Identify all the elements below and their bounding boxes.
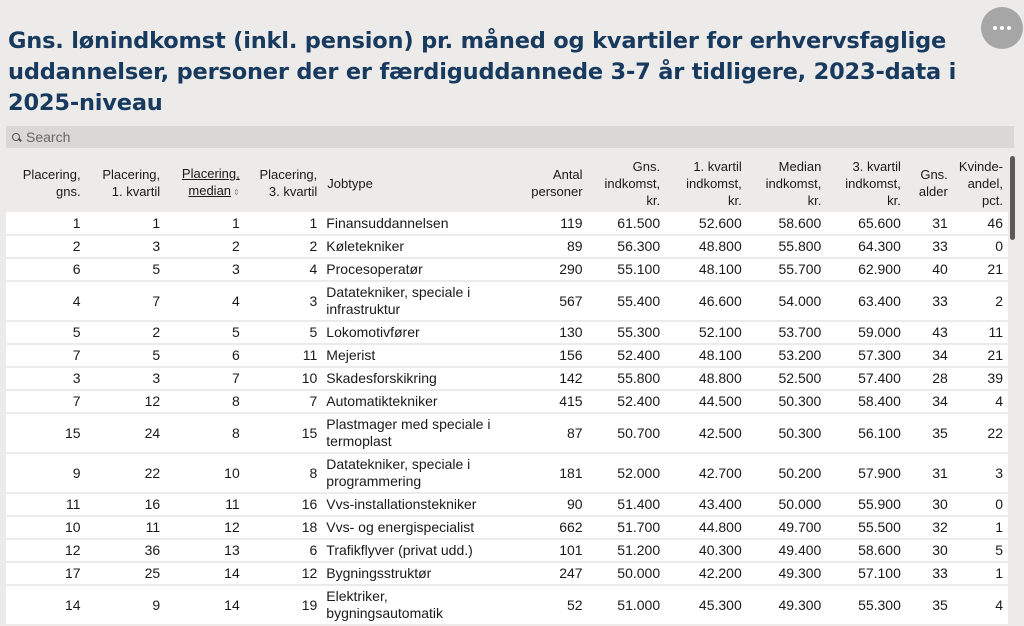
table-row: [6, 212, 1008, 235]
cell-job: Bygningsstruktør: [322, 562, 506, 585]
table-row: [6, 539, 1008, 562]
cell-median: 53.200: [747, 344, 827, 367]
cell-alder: 32: [906, 516, 953, 539]
cell-p-q3: 15: [245, 413, 323, 453]
cell-q1: 48.800: [665, 367, 747, 390]
cell-p-q1: 7: [86, 281, 166, 321]
cell-p-gns: 5: [6, 321, 86, 344]
cell-alder: 30: [906, 493, 953, 516]
cell-q1: 48.100: [665, 258, 747, 281]
table-row: [6, 321, 1008, 344]
cell-p-q3: 10: [245, 367, 323, 390]
cell-q3: 65.600: [826, 212, 906, 235]
cell-p-q1: 5: [86, 258, 166, 281]
cell-antal: 290: [506, 258, 588, 281]
cell-q3: 57.100: [826, 562, 906, 585]
cell-gns: 52.400: [588, 390, 666, 413]
cell-kvinde: 1: [953, 516, 1008, 539]
cell-kvinde: 3: [953, 453, 1008, 493]
cell-gns: 55.100: [588, 258, 666, 281]
header-placering-gns[interactable]: Placering, gns.: [22, 167, 81, 199]
cell-p-med: 7: [165, 367, 245, 390]
cell-p-med: 8: [165, 390, 245, 413]
cell-alder: 31: [906, 453, 953, 493]
cell-p-q3: 2: [245, 235, 323, 258]
table-scrollbar[interactable]: [1010, 156, 1015, 240]
cell-p-med: 14: [165, 585, 245, 625]
table-row: [6, 344, 1008, 367]
cell-gns: 55.300: [588, 321, 666, 344]
cell-p-med: 14: [165, 562, 245, 585]
more-dot-icon: [993, 26, 997, 30]
cell-alder: 35: [906, 413, 953, 453]
cell-p-med: 10: [165, 453, 245, 493]
cell-p-q3: 16: [245, 493, 323, 516]
cell-antal: 415: [506, 390, 588, 413]
cell-q1: 42.200: [665, 562, 747, 585]
table-row: [6, 516, 1008, 539]
cell-p-med: 3: [165, 258, 245, 281]
cell-p-q1: 25: [86, 562, 166, 585]
cell-p-q3: 8: [245, 453, 323, 493]
cell-p-q1: 24: [86, 413, 166, 453]
cell-alder: 34: [906, 344, 953, 367]
cell-p-q3: 11: [245, 344, 323, 367]
cell-job: Vvs-installationstekniker: [322, 493, 506, 516]
cell-antal: 90: [506, 493, 588, 516]
cell-p-q3: 1: [245, 212, 323, 235]
cell-kvinde: 5: [953, 539, 1008, 562]
table-row: [6, 367, 1008, 390]
cell-job: Elektriker, bygningsautomatik: [322, 585, 506, 625]
cell-alder: 43: [906, 321, 953, 344]
cell-antal: 247: [506, 562, 588, 585]
cell-job: Procesoperatør: [322, 258, 506, 281]
cell-p-med: 11: [165, 493, 245, 516]
cell-median: 50.300: [747, 390, 827, 413]
header-kvindeandel[interactable]: Kvinde-andel, pct.: [958, 158, 1003, 208]
cell-p-med: 12: [165, 516, 245, 539]
data-table: [6, 154, 1008, 626]
search-bar: [6, 126, 1014, 148]
cell-p-q3: 3: [245, 281, 323, 321]
cell-p-gns: 14: [6, 585, 86, 625]
search-icon: [10, 130, 24, 144]
table-row: [6, 258, 1008, 281]
more-dot-icon: [1000, 26, 1004, 30]
cell-job: Skadesforskikring: [322, 367, 506, 390]
cell-p-gns: 7: [6, 390, 86, 413]
cell-kvinde: 11: [953, 321, 1008, 344]
cell-job: Automatiktekniker: [322, 390, 506, 413]
cell-q1: 44.800: [665, 516, 747, 539]
cell-median: 58.600: [747, 212, 827, 235]
cell-p-q3: 18: [245, 516, 323, 539]
cell-p-med: 2: [165, 235, 245, 258]
cell-median: 50.300: [747, 413, 827, 453]
cell-alder: 33: [906, 235, 953, 258]
cell-q3: 57.900: [826, 453, 906, 493]
cell-p-med: 13: [165, 539, 245, 562]
cell-gns: 55.400: [588, 281, 666, 321]
cell-alder: 34: [906, 390, 953, 413]
cell-q3: 57.300: [826, 344, 906, 367]
search-input[interactable]: [26, 129, 926, 145]
cell-gns: 56.300: [588, 235, 666, 258]
cell-kvinde: 21: [953, 258, 1008, 281]
cell-median: 52.500: [747, 367, 827, 390]
cell-median: 49.400: [747, 539, 827, 562]
cell-job: Trafikflyver (privat udd.): [322, 539, 506, 562]
header-placering-3-kvartil[interactable]: Placering, 3. kvartil: [259, 167, 318, 199]
cell-job: Køletekniker: [322, 235, 506, 258]
cell-kvinde: 4: [953, 585, 1008, 625]
header-1-kvartil-indkomst[interactable]: 1. kvartil indkomst, kr.: [686, 158, 742, 208]
cell-q3: 58.400: [826, 390, 906, 413]
cell-job: Finansuddannelsen: [322, 212, 506, 235]
cell-job: Datatekniker, speciale i programmering: [322, 453, 506, 493]
cell-q1: 52.100: [665, 321, 747, 344]
cell-alder: 31: [906, 212, 953, 235]
cell-median: 50.200: [747, 453, 827, 493]
cell-p-q1: 16: [86, 493, 166, 516]
header-placering-1-kvartil[interactable]: Placering, 1. kvartil: [102, 167, 161, 199]
cell-q3: 64.300: [826, 235, 906, 258]
cell-gns: 50.700: [588, 413, 666, 453]
cell-kvinde: 2: [953, 281, 1008, 321]
cell-kvinde: 0: [953, 235, 1008, 258]
cell-job: Mejerist: [322, 344, 506, 367]
table-header-row: [6, 154, 1008, 212]
cell-job: Vvs- og energispecialist: [322, 516, 506, 539]
cell-job: Datatekniker, speciale i infrastruktur: [322, 281, 506, 321]
cell-median: 49.300: [747, 585, 827, 625]
cell-q1: 42.700: [665, 453, 747, 493]
cell-p-gns: 4: [6, 281, 86, 321]
cell-alder: 35: [906, 585, 953, 625]
cell-gns: 52.400: [588, 344, 666, 367]
cell-p-gns: 17: [6, 562, 86, 585]
table-row: [6, 562, 1008, 585]
cell-gns: 51.200: [588, 539, 666, 562]
cell-kvinde: 0: [953, 493, 1008, 516]
cell-p-gns: 1: [6, 212, 86, 235]
cell-q3: 55.900: [826, 493, 906, 516]
cell-alder: 28: [906, 367, 953, 390]
more-options-button[interactable]: [981, 7, 1023, 49]
cell-p-gns: 2: [6, 235, 86, 258]
table-row: [6, 235, 1008, 258]
cell-p-gns: 7: [6, 344, 86, 367]
cell-p-gns: 12: [6, 539, 86, 562]
cell-kvinde: 39: [953, 367, 1008, 390]
cell-q3: 56.100: [826, 413, 906, 453]
cell-antal: 156: [506, 344, 588, 367]
cell-q1: 48.100: [665, 344, 747, 367]
page-title: Gns. lønindkomst (inkl. pension) pr. måned og kvartiler for erhvervsfaglige uddannelser, personer der er færdiguddannede 3-7 år tidligere, 2023-data i 2025-niveau: [8, 28, 957, 116]
cell-gns: 52.000: [588, 453, 666, 493]
cell-alder: 40: [906, 258, 953, 281]
cell-p-q3: 19: [245, 585, 323, 625]
cell-p-gns: 3: [6, 367, 86, 390]
cell-antal: 142: [506, 367, 588, 390]
cell-gns: 55.800: [588, 367, 666, 390]
cell-p-q1: 11: [86, 516, 166, 539]
cell-q1: 40.300: [665, 539, 747, 562]
more-dot-icon: [1007, 26, 1011, 30]
cell-kvinde: 1: [953, 562, 1008, 585]
cell-antal: 130: [506, 321, 588, 344]
header-3-kvartil-indkomst[interactable]: 3. kvartil indkomst, kr.: [845, 158, 901, 208]
cell-p-gns: 9: [6, 453, 86, 493]
cell-q3: 55.500: [826, 516, 906, 539]
cell-q1: 42.500: [665, 413, 747, 453]
cell-median: 54.000: [747, 281, 827, 321]
header-antal-personer[interactable]: Antal personer: [531, 167, 583, 199]
cell-p-q1: 9: [86, 585, 166, 625]
cell-kvinde: 4: [953, 390, 1008, 413]
cell-p-gns: 6: [6, 258, 86, 281]
cell-p-q1: 3: [86, 367, 166, 390]
cell-p-q3: 6: [245, 539, 323, 562]
table-row: [6, 413, 1008, 453]
sort-icon: ⇕: [233, 187, 240, 197]
cell-p-q1: 22: [86, 453, 166, 493]
cell-median: 53.700: [747, 321, 827, 344]
cell-gns: 61.500: [588, 212, 666, 235]
cell-job: Lokomotivfører: [322, 321, 506, 344]
cell-q3: 55.300: [826, 585, 906, 625]
header-placering-median[interactable]: Placering, median ⇕: [181, 166, 240, 199]
cell-p-gns: 10: [6, 516, 86, 539]
cell-q1: 44.500: [665, 390, 747, 413]
data-table-container: [6, 154, 1008, 621]
cell-median: 50.000: [747, 493, 827, 516]
cell-antal: 52: [506, 585, 588, 625]
cell-p-gns: 15: [6, 413, 86, 453]
cell-q3: 59.000: [826, 321, 906, 344]
cell-antal: 119: [506, 212, 588, 235]
cell-p-q1: 5: [86, 344, 166, 367]
cell-p-gns: 11: [6, 493, 86, 516]
cell-median: 49.700: [747, 516, 827, 539]
cell-p-med: 8: [165, 413, 245, 453]
cell-gns: 51.700: [588, 516, 666, 539]
cell-q3: 62.900: [826, 258, 906, 281]
cell-job: Plastmager med speciale i termoplast: [322, 413, 506, 453]
cell-p-med: 4: [165, 281, 245, 321]
cell-median: 55.700: [747, 258, 827, 281]
cell-alder: 30: [906, 539, 953, 562]
cell-q1: 45.300: [665, 585, 747, 625]
cell-antal: 89: [506, 235, 588, 258]
cell-kvinde: 21: [953, 344, 1008, 367]
cell-gns: 50.000: [588, 562, 666, 585]
cell-p-q1: 12: [86, 390, 166, 413]
header-gns-alder[interactable]: Gns. alder: [918, 167, 948, 199]
cell-p-q1: 2: [86, 321, 166, 344]
cell-alder: 33: [906, 562, 953, 585]
cell-antal: 101: [506, 539, 588, 562]
cell-p-q3: 7: [245, 390, 323, 413]
header-gns-indkomst[interactable]: Gns. indkomst, kr.: [604, 158, 661, 208]
header-median-indkomst[interactable]: Median indkomst, kr.: [765, 158, 822, 208]
cell-q1: 48.800: [665, 235, 747, 258]
table-row: [6, 281, 1008, 321]
cell-q3: 63.400: [826, 281, 906, 321]
cell-antal: 181: [506, 453, 588, 493]
cell-median: 55.800: [747, 235, 827, 258]
cell-q1: 43.400: [665, 493, 747, 516]
cell-p-med: 5: [165, 321, 245, 344]
cell-q3: 58.600: [826, 539, 906, 562]
cell-kvinde: 22: [953, 413, 1008, 453]
cell-antal: 662: [506, 516, 588, 539]
cell-p-med: 6: [165, 344, 245, 367]
cell-median: 49.300: [747, 562, 827, 585]
header-jobtype[interactable]: Jobtype: [327, 175, 373, 191]
cell-antal: 567: [506, 281, 588, 321]
cell-q3: 57.400: [826, 367, 906, 390]
table-row: [6, 585, 1008, 625]
cell-p-q3: 5: [245, 321, 323, 344]
cell-gns: 51.000: [588, 585, 666, 625]
cell-p-q1: 1: [86, 212, 166, 235]
cell-p-q3: 4: [245, 258, 323, 281]
cell-p-q1: 36: [86, 539, 166, 562]
cell-gns: 51.400: [588, 493, 666, 516]
table-row: [6, 453, 1008, 493]
cell-p-med: 1: [165, 212, 245, 235]
cell-q1: 46.600: [665, 281, 747, 321]
cell-p-q3: 12: [245, 562, 323, 585]
cell-p-q1: 3: [86, 235, 166, 258]
cell-antal: 87: [506, 413, 588, 453]
cell-alder: 33: [906, 281, 953, 321]
cell-q1: 52.600: [665, 212, 747, 235]
table-row: [6, 493, 1008, 516]
table-row: [6, 390, 1008, 413]
cell-kvinde: 46: [953, 212, 1008, 235]
